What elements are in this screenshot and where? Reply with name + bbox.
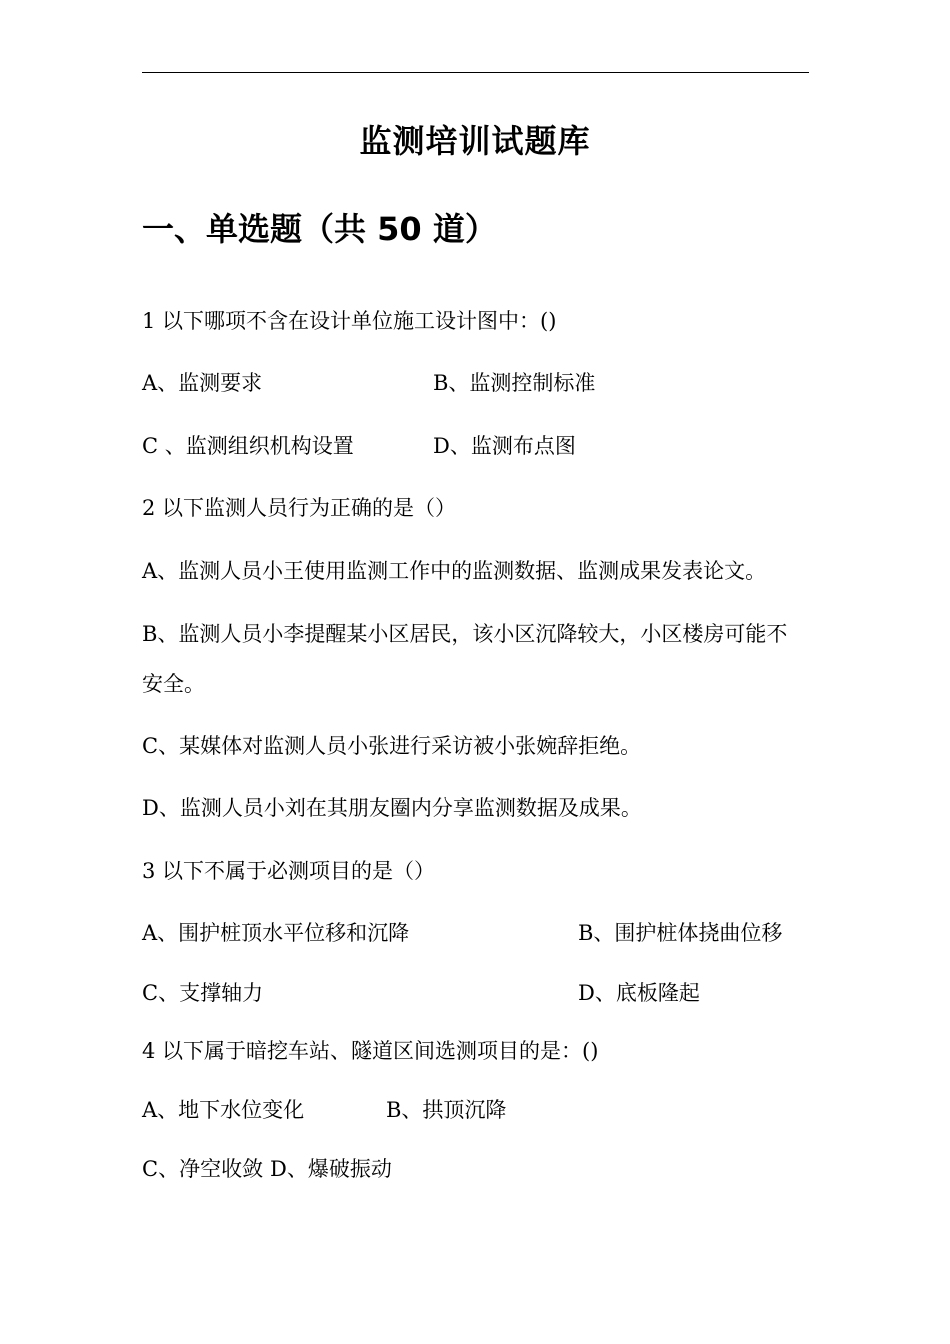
question-option: D、监测人员小刘在其朋友圈内分享监测数据及成果。 [142, 796, 642, 820]
question-stem: 4 以下属于暗挖车站、隧道区间选测项目的是：() [142, 1039, 599, 1063]
question-option: A、地下水位变化 [142, 1098, 305, 1122]
header-rule [142, 72, 809, 73]
question-option: D、底板隆起 [578, 981, 700, 1005]
question-stem: 1 以下哪项不含在设计单位施工设计图中：() [142, 309, 557, 333]
question-stem: 2 以下监测人员行为正确的是（） [142, 496, 457, 520]
question-option: B、监测人员小李提醒某小区居民，该小区沉降较大，小区楼房可能不安全。 [142, 622, 788, 696]
question-stem: 3 以下不属于必测项目的是（） [142, 859, 436, 883]
question-option: A、围护桩顶水平位移和沉降 [142, 921, 410, 945]
document-title: 监测培训试题库 [359, 122, 591, 160]
question-option: C、净空收敛 [142, 1157, 264, 1181]
question-option: B、拱顶沉降 [386, 1098, 507, 1122]
section-heading: 一、单选题（共 50 道） [142, 210, 497, 248]
question-option: A、监测人员小王使用监测工作中的监测数据、监测成果发表论文。 [142, 559, 767, 583]
question-option: A、监测要求 [142, 371, 263, 395]
question-option: D、爆破振动 [270, 1157, 392, 1181]
question-option: C、支撑轴力 [142, 981, 264, 1005]
question-option: D、监测布点图 [433, 434, 576, 458]
question-option: C、某媒体对监测人员小张进行采访被小张婉辞拒绝。 [142, 734, 642, 758]
question-option: B、监测控制标准 [433, 371, 596, 395]
question-option: C 、监测组织机构设置 [142, 434, 354, 458]
question-option: B、围护桩体挠曲位移 [578, 921, 783, 945]
